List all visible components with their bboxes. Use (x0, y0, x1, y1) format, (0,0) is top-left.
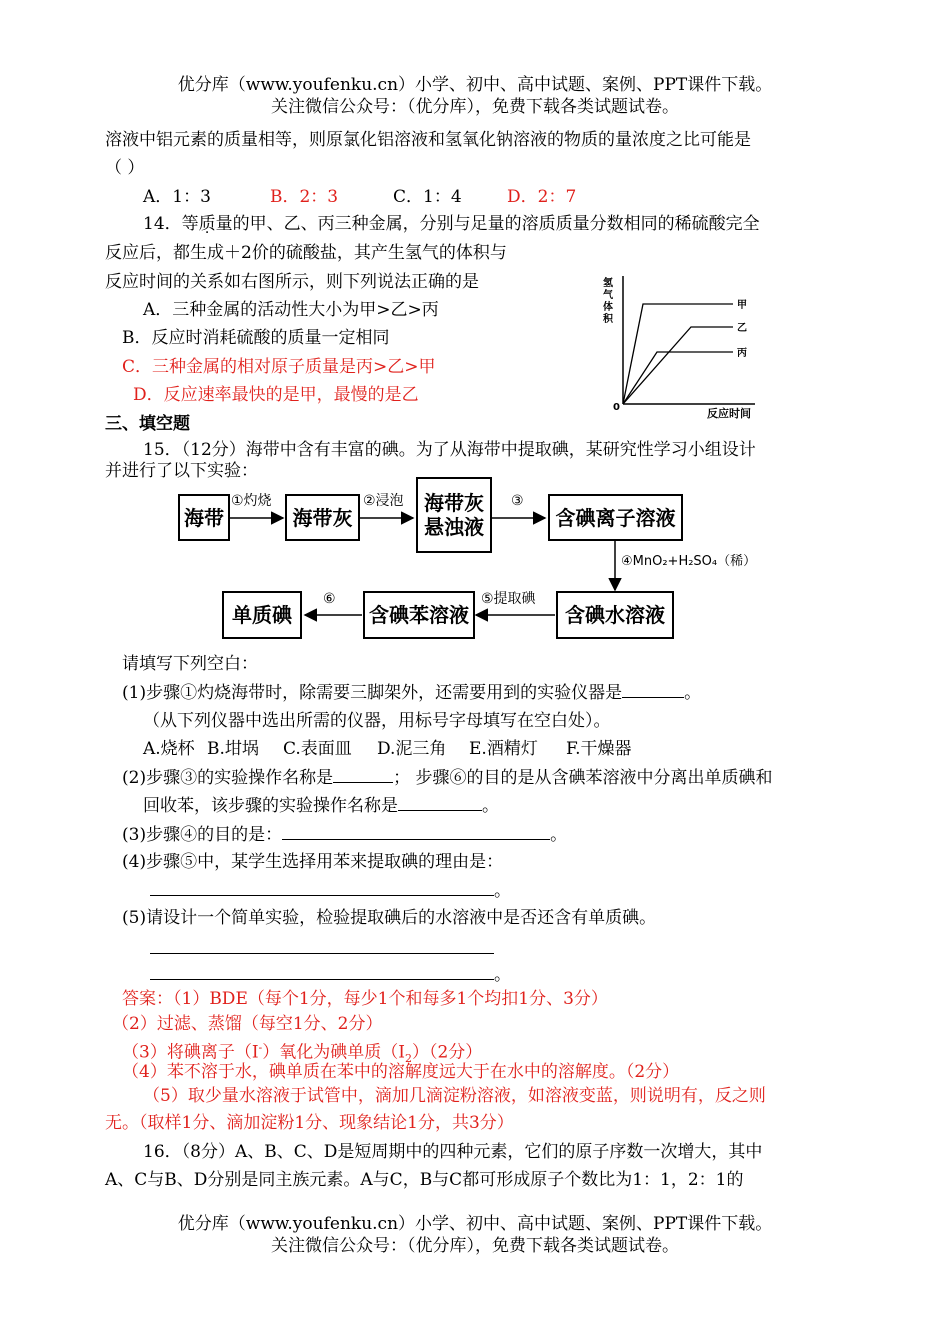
flow-box-suspension (416, 477, 492, 553)
q13-option-b: B．2：3 (270, 187, 339, 207)
answer-blank-2b[interactable] (398, 794, 482, 811)
q13-option-d: D．2：7 (507, 187, 577, 207)
q15-sub-2-text-b: ； 步骤⑥的目的是从含碘苯溶液中分离出单质碘和 (393, 768, 773, 788)
answer-blank-3[interactable] (282, 823, 550, 840)
instrument-a: A.烧杯 (143, 739, 195, 759)
q14-emphasis: 等质量 (181, 214, 233, 234)
graph-y-label-3: 体 (603, 302, 613, 313)
q13-stem-line-2: （ ） (105, 158, 145, 178)
q13-option-a: A．1：3 (143, 187, 211, 207)
instrument-c: C.表面皿 (283, 739, 352, 759)
q15-sub-1-text: (1)步骤①灼烧海带时，除需要三脚架外，还需要用到的实验仪器是 (122, 683, 623, 703)
flow-box-suspension-line-2: 悬浊液 (424, 515, 484, 539)
q15-stem-line-2: 并进行了以下实验： (105, 461, 258, 481)
flow-box-haidai: 海带 (178, 494, 230, 541)
flow-label-step-3: ③ (511, 493, 524, 509)
q13-option-c: C．1：4 (393, 187, 462, 207)
q15-sub-2-line-2 (143, 794, 499, 817)
graph-x-label: 反应时间 (707, 407, 751, 420)
q13-stem-line-1: 溶液中铝元素的质量相等，则原氯化铝溶液和氢氧化钠溶液的物质的量浓度之比可能是 (105, 130, 751, 150)
flow-label-step-4: ④MnO₂+H₂SO₄（稀） (621, 554, 757, 569)
graph-y-label-1: 氢 (603, 278, 613, 289)
answer-3-mid: ）氧化为碘单质（I (262, 1042, 405, 1063)
q15-sub-5-answer (150, 963, 511, 986)
answer-3-sup: - (258, 1041, 263, 1054)
instrument-f: F.干燥器 (566, 739, 632, 759)
q15-sub-4: (4)步骤⑤中，某学生选择用苯来提取碘的理由是： (122, 852, 504, 872)
flow-box-iodine-benzene: 含碘苯溶液 (363, 591, 475, 639)
graph-series-yi: 乙 (737, 323, 747, 334)
flow-box-suspension-line-1: 海带灰 (424, 491, 484, 515)
q14-number: 14． (143, 214, 182, 234)
answer-blank-1[interactable] (622, 681, 684, 698)
answer-3-sub: 2 (404, 1052, 412, 1066)
answer-3-post: ）（2分） (411, 1042, 483, 1063)
header-line-1: 优分库（www.youfenku.cn）小学、初中、高中试题、案例、PPT课件下载。 (177, 75, 773, 95)
q15-sub-2-text-a: (2)步骤③的实验操作名称是 (122, 768, 334, 788)
q14-stem-line-3: 反应时间的关系如右图所示，则下列说法正确的是 (105, 272, 479, 292)
q15-sub-1-note: （从下列仪器中选出所需的仪器，用标号字母填写在空白处）。 (143, 711, 611, 731)
answer-blank-2a[interactable] (333, 766, 393, 783)
graph-origin: 0 (613, 402, 620, 413)
q16-stem-line-2: A、C与B、D分别是同主族元素。A与C，B与C都可形成原子个数比为1：1，2：1的 (105, 1170, 744, 1190)
q14-option-c: C．三种金属的相对原子质量是丙>乙>甲 (122, 357, 436, 377)
q15-flowchart-arrows (0, 0, 950, 660)
instrument-e: E.酒精灯 (469, 739, 538, 759)
instrument-b: B.坩埚 (207, 739, 259, 759)
q14-option-a: A．三种金属的活动性大小为甲>乙>丙 (143, 300, 439, 320)
q15-sub-1 (122, 681, 701, 704)
q15-sub-4-period: 。 (494, 881, 511, 901)
q15-sub-3-text: (3)步骤④的目的是： (122, 825, 283, 845)
flow-box-iodine-water: 含碘水溶液 (556, 591, 674, 639)
answer-4: （4）苯不溶于水，碘单质在苯中的溶解度远大于在水中的溶解度。（2分） (122, 1062, 680, 1082)
flow-box-iodide-solution: 含碘离子溶液 (548, 494, 683, 541)
graph-y-label-2: 气 (603, 290, 613, 301)
flow-box-haidaihui: 海带灰 (285, 494, 360, 541)
answer-3-pre: （3）将碘离子（I (122, 1042, 259, 1063)
graph-y-label-4: 积 (603, 314, 613, 325)
q14-option-b: B．反应时消耗硫酸的质量一定相同 (122, 328, 390, 348)
answer-5-line-2: 无。（取样1分、滴加淀粉1分、现象结论1分，共3分） (105, 1113, 514, 1133)
q15-stem-line-1: 15．（12分）海带中含有丰富的碘。为了从海带中提取碘，某研究性学习小组设计 (143, 440, 756, 460)
q15-sub-2 (122, 766, 773, 789)
q15-prompt: 请填写下列空白： (122, 654, 258, 674)
instrument-d: D.泥三角 (377, 739, 447, 759)
header-line-2: 关注微信公众号：（优分库），免费下载各类试题试卷。 (271, 97, 679, 117)
q15-sub-2-period: 。 (482, 796, 499, 816)
answer-2: （2）过滤、蒸馏（每空1分、2分） (112, 1014, 383, 1034)
section-title: 三、填空题 (105, 414, 190, 434)
footer-line-2: 关注微信公众号：（优分库），免费下载各类试题试卷。 (271, 1236, 679, 1256)
q15-sub-1-period: 。 (684, 683, 702, 703)
q15-sub-3-period: 。 (550, 825, 568, 845)
answer-1: 答案：（1）BDE（每个1分，每少1个和每多1个均扣1分、3分） (122, 989, 608, 1009)
answer-blank-5a[interactable] (150, 953, 494, 954)
q14-option-d: D．反应速率最快的是甲，最慢的是乙 (133, 385, 419, 405)
flow-box-elemental-iodine: 单质碘 (222, 591, 302, 639)
q14-stem-line-2: 反应后，都生成＋2价的硫酸盐，其产生氢气的体积与 (105, 243, 507, 263)
q15-sub-5: (5)请设计一个简单实验，检验提取碘后的水溶液中是否还含有单质碘。 (122, 908, 657, 928)
answer-blank-4[interactable] (150, 879, 494, 896)
q15-sub-4-answer (150, 879, 511, 902)
answer-blank-5b[interactable] (150, 963, 494, 980)
flow-label-step-2: ②浸泡 (363, 493, 404, 509)
q15-sub-3 (122, 823, 567, 846)
q14-stem-rest: 的甲、乙、丙三种金属，分别与足量的溶质质量分数相同的稀硫酸完全 (232, 214, 760, 234)
answer-5-line-1: （5）取少量水溶液于试管中，滴加几滴淀粉溶液，如溶液变蓝，则说明有，反之则 (143, 1086, 766, 1106)
footer-line-1: 优分库（www.youfenku.cn）小学、初中、高中试题、案例、PPT课件下载。 (177, 1214, 773, 1234)
q16-stem-line-1: 16．（8分）A、B、C、D是短周期中的四种元素，它们的原子序数一次增大，其中 (143, 1142, 763, 1162)
flow-label-step-5: ⑤提取碘 (481, 591, 536, 607)
q15-sub-2-line-2-text: 回收苯，该步骤的实验操作名称是 (143, 796, 398, 816)
q15-sub-5-period: 。 (494, 965, 511, 985)
flow-label-step-1: ①灼烧 (231, 493, 272, 509)
graph-series-bing: 丙 (737, 348, 747, 359)
flow-label-step-6: ⑥ (323, 591, 336, 607)
graph-series-jia: 甲 (737, 300, 747, 311)
